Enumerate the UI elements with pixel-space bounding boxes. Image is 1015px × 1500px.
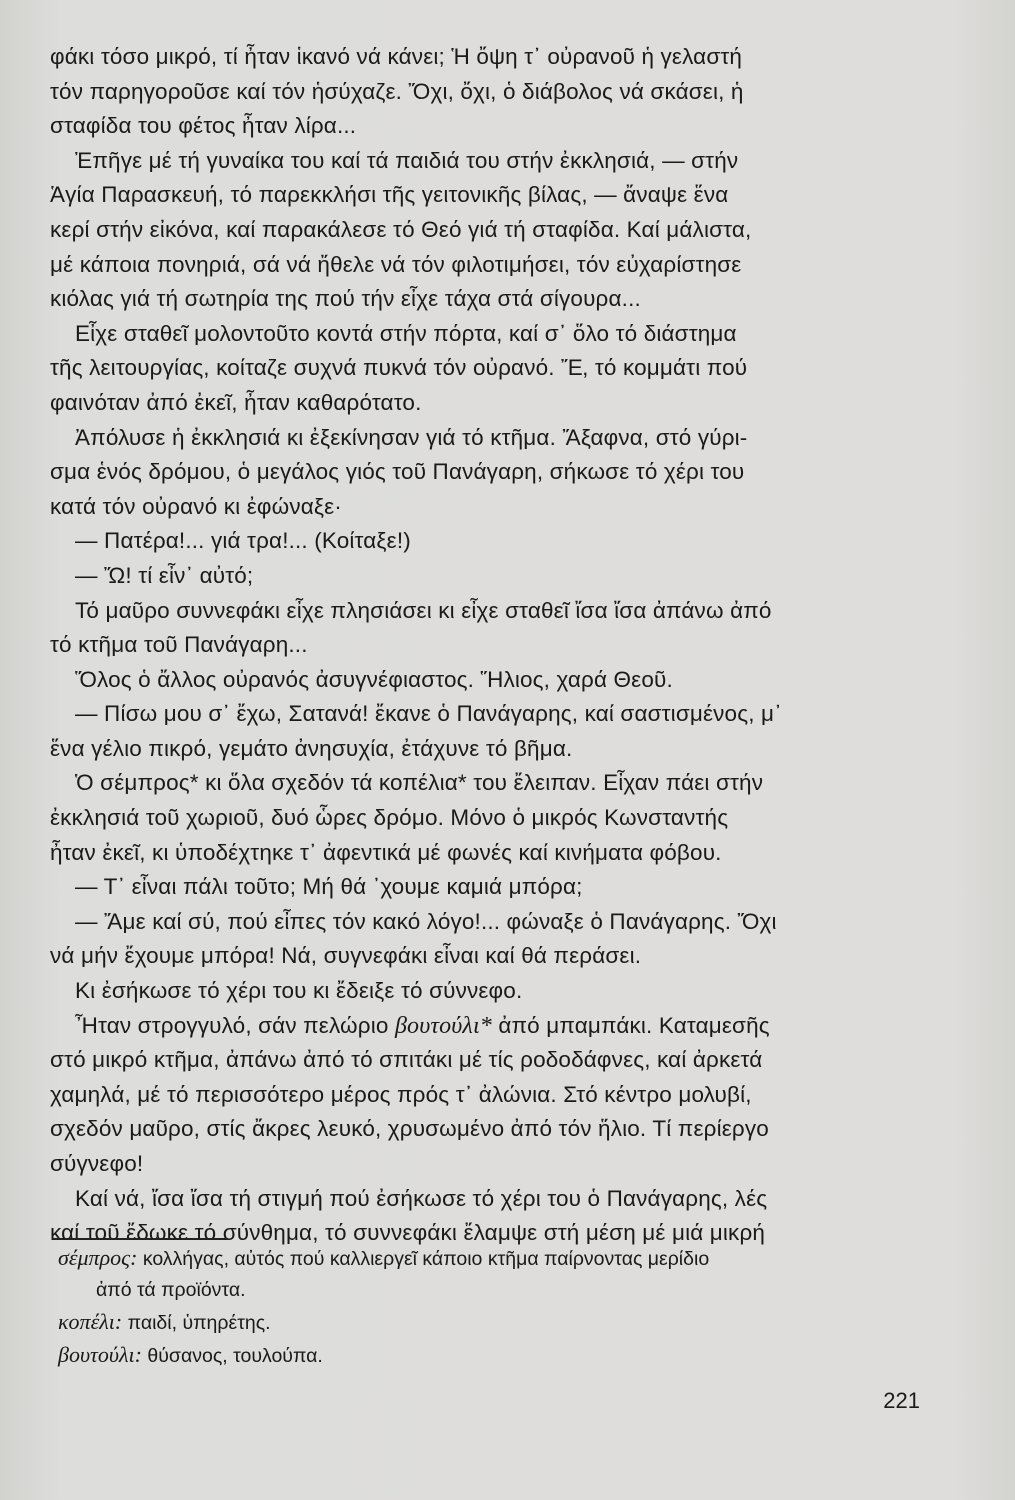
body-text — [50, 40, 930, 1251]
footnote-kopeli — [58, 1306, 938, 1339]
text-line: ἕνα γέλιο πικρό, γεμάτο ἀνησυχία, ἐτάχυνε τό βῆμα. — [50, 735, 573, 761]
footnote-semprós — [58, 1242, 938, 1275]
text-line: ἐκκλησιά τοῦ χωριοῦ, δυό ὧρες δρόμο. Μόνο ὁ μικρός Κωνσταντής — [50, 805, 729, 831]
footnote-term: κοπέλι: — [58, 1309, 123, 1334]
text-line: Ὁ σέμπρος* κι ὅλα σχεδόν τά κοπέλια* του ἔλειπαν. Εἶχαν πάει στήν — [75, 770, 764, 796]
text-line: χαμηλά, μέ τό περισσότερο μέρος πρός τ᾽ ἀλώνια. Στό κέντρο μολυβί, — [50, 1081, 752, 1107]
footnote-definition: παιδί, ὑπηρέτης. — [122, 1312, 271, 1334]
text-line: τόν παρηγοροῦσε καί τόν ἡσύχαζε. Ὄχι, ὄχι, ὁ διάβολος νά σκάσει, ἡ — [50, 78, 744, 104]
text-line: Κι ἐσήκωσε τό χέρι του κι ἔδειξε τό σύννεφο. — [75, 978, 523, 1004]
text-line: — Πατέρα!... γιά τρα!... (Κοίταξε!) — [75, 528, 411, 554]
footnote-term: βουτούλι: — [58, 1342, 142, 1367]
text-line: Τό μαῦρο συννεφάκι εἶχε πλησιάσει κι εἶχε σταθεῖ ἴσα ἴσα ἀπάνω ἀπό — [75, 597, 772, 623]
text-line: Ἐπῆγε μέ τή γυναίκα του καί τά παιδιά του στήν ἐκκλησιά, — στήν — [75, 147, 739, 173]
text-line: σταφίδα του φέτος ἦταν λίρα... — [50, 113, 357, 139]
footnote-definition: θύσανος, τουλούπα. — [142, 1345, 323, 1367]
footnotes — [58, 1242, 938, 1372]
text-line: Ἁγία Παρασκευή, τό παρεκκλήσι τῆς γειτονικῆς βίλας, — ἄναψε ἕνα — [50, 182, 729, 208]
footnote-term: σέμπρος: — [58, 1245, 138, 1270]
text-line: Ἀπόλυσε ἡ ἐκκλησιά κι ἐξεκίνησαν γιά τό κτῆμα. Ἄξαφνα, στό γύρι- — [75, 424, 748, 450]
text-line: κερί στήν εἰκόνα, καί παρακάλεσε τό Θεό γιά τή σταφίδα. Καί μάλιστα, — [50, 216, 752, 242]
text-line: νά μήν ἔχουμε μπόρα! Νά, συγνεφάκι εἶναι καί θά περάσει. — [50, 943, 642, 969]
footnote-continuation: ἀπό τά προϊόντα. — [96, 1279, 246, 1301]
text-line: καί τοῦ ἔδωκε τό σύνθημα, τό συννεφάκι ἔλαμψε στή μέση μέ μιά μικρή — [50, 1220, 766, 1246]
footnote-voutouli — [58, 1339, 938, 1372]
text-line: φαινόταν ἀπό ἐκεῖ, ἦταν καθαρότατο. — [50, 389, 422, 415]
text-line: σχεδόν μαῦρο, στίς ἄκρες λευκό, χρυσωμένο ἀπό τόν ἥλιο. Τί περίεργο — [50, 1116, 769, 1142]
text-line: — Ὤ! τί εἶν᾽ αὐτό; — [75, 562, 254, 588]
text-line: τό κτῆμα τοῦ Πανάγαρη... — [50, 632, 308, 658]
page-number: 221 — [883, 1388, 920, 1413]
text-line: στό μικρό κτῆμα, ἀπάνω ἀπό τό σπιτάκι μέ τίς ροδοδάφνες, καί ἀρκετά — [50, 1047, 763, 1073]
text-line: σύγνεφο! — [50, 1151, 144, 1176]
footnote-divider — [52, 1238, 228, 1240]
text-line: φάκι τόσο μικρό, τί ἦταν ἱκανό νά κάνει; Ἡ ὄψη τ᾽ οὐρανοῦ ἡ γελαστή — [50, 44, 743, 69]
text-line: Ὅλος ὁ ἄλλος οὐρανός ἀσυγνέφιαστος. Ἥλιος, χαρά Θεοῦ. — [75, 666, 673, 692]
footnote-definition: κολλήγας, αὐτός πού καλλιεργεῖ κάποιο κτῆμα παίρνοντας μερίδιο — [137, 1248, 710, 1270]
text-line: — Πίσω μου σ᾽ ἔχω, Σατανά! ἔκανε ὁ Πανάγαρης, καί σαστισμένος, μ᾽ — [75, 701, 782, 727]
text-line: τῆς λειτουργίας, κοίταζε συχνά πυκνά τόν οὐρανό. Ἔ, τό κομμάτι πού — [50, 355, 748, 381]
text-line: ἦταν ἐκεῖ, κι ὑποδέχτηκε τ᾽ ἀφεντικά μέ φωνές καί κινήματα φόβου. — [50, 839, 722, 865]
text-line: κατά τόν οὐρανό κι ἐφώναξε· — [50, 493, 342, 519]
text-line: Εἶχε σταθεῖ μολοντοῦτο κοντά στήν πόρτα, καί σ᾽ ὅλο τό διάστημα — [75, 320, 737, 346]
text-line: σμα ἑνός δρόμου, ὁ μεγάλος γιός τοῦ Πανάγαρη, σήκωσε τό χέρι του — [50, 459, 745, 485]
text-line: — Τ᾽ εἶναι πάλι τοῦτο; Μή θά ᾽χουμε καμιά μπόρα; — [75, 874, 583, 900]
text-line: Καί νά, ἴσα ἴσα τή στιγμή πού ἐσήκωσε τό χέρι του ὁ Πανάγαρης, λές — [75, 1185, 768, 1211]
text-line: μέ κάποια πονηριά, σά νά ἤθελε νά τόν φιλοτιμήσει, τόν εὐχαρίστησε — [50, 251, 742, 277]
text-line: Ἦταν στρογγυλό, σάν πελώριο βουτούλι* ἀπό μπαμπάκι. Καταμεσῆς — [75, 1012, 770, 1039]
text-line: κιόλας γιά τή σωτηρία της πού τήν εἶχε τάχα στά σίγουρα... — [50, 286, 641, 312]
text-line: — Ἄμε καί σύ, πού εἶπες τόν κακό λόγο!... φώναξε ὁ Πανάγαρης. Ὄχι — [75, 908, 777, 934]
